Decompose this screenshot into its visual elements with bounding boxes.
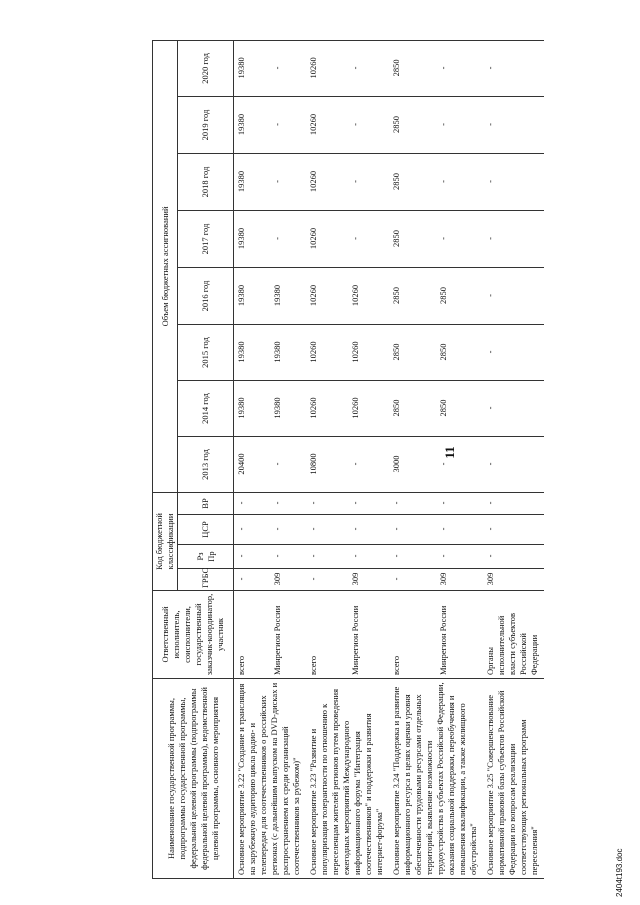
value-cell: 19380 bbox=[234, 153, 271, 210]
code-cell: - bbox=[389, 515, 436, 545]
value-cell: - bbox=[436, 436, 483, 492]
code-cell: 309 bbox=[270, 569, 306, 591]
value-cell: 2850 bbox=[389, 96, 436, 153]
value-cell: 10260 bbox=[348, 324, 390, 380]
value-cell: - bbox=[348, 210, 390, 267]
value-cell: - bbox=[270, 40, 306, 96]
value-cell: 19380 bbox=[234, 40, 271, 96]
value-cell: 10260 bbox=[348, 380, 390, 436]
value-cell: 2850 bbox=[436, 324, 483, 380]
table-row bbox=[306, 40, 348, 878]
code-cell: - bbox=[389, 545, 436, 569]
header-year: 2018 год bbox=[178, 153, 234, 210]
value-cell: 2850 bbox=[389, 210, 436, 267]
code-cell: - bbox=[348, 515, 390, 545]
executor-cell: Органы исполнительной власти субъектов Российской Федерации bbox=[483, 591, 544, 679]
value-cell: - bbox=[483, 210, 544, 267]
value-cell: 19380 bbox=[270, 267, 306, 324]
executor-cell: всего bbox=[306, 591, 348, 679]
code-cell: - bbox=[348, 492, 390, 514]
value-cell: - bbox=[270, 96, 306, 153]
value-cell: 10260 bbox=[348, 267, 390, 324]
value-cell: - bbox=[270, 210, 306, 267]
value-cell: 19380 bbox=[270, 324, 306, 380]
value-cell: - bbox=[436, 210, 483, 267]
header-year: 2017 год bbox=[178, 210, 234, 267]
activity-name: Основное мероприятие 3.22 "Создание и трансляция на зарубежную аудиторию цикла радио- и телепередач для соотечественников о российских регионах (с дальнейшим выпуском на DVD-дисках и распространением их среди организаций соотечественников за рубежом)" bbox=[234, 679, 307, 879]
value-cell: - bbox=[483, 324, 544, 380]
value-cell: 2850 bbox=[389, 380, 436, 436]
code-cell: - bbox=[483, 492, 544, 514]
code-cell: - bbox=[389, 492, 436, 514]
code-cell: - bbox=[436, 545, 483, 569]
value-cell: 20400 bbox=[234, 436, 271, 492]
code-cell: 309 bbox=[436, 569, 483, 591]
header-year: 2019 год bbox=[178, 96, 234, 153]
header-code-group: Код бюджетной классификации bbox=[153, 492, 178, 590]
header-year: 2020 год bbox=[178, 40, 234, 96]
value-cell: 3000 bbox=[389, 436, 436, 492]
activity-name: Основное мероприятие 3.23 "Развитие и популяризация толерантности по отношению к переселенцам жителей регионов путем проведения ежегодных мероприятий Международного информационного форума "Интеграция соотечественников" и поддержки и развития интернет-форума" bbox=[306, 679, 389, 879]
value-cell: 19380 bbox=[234, 324, 271, 380]
value-cell: - bbox=[348, 153, 390, 210]
header-year: 2016 год bbox=[178, 267, 234, 324]
value-cell: - bbox=[483, 40, 544, 96]
header-code: ВР bbox=[178, 492, 234, 514]
table-row bbox=[389, 40, 436, 878]
value-cell: 2850 bbox=[389, 267, 436, 324]
value-cell: 2850 bbox=[389, 40, 436, 96]
executor-cell: Минрегион России bbox=[436, 591, 483, 679]
header-funds-group: Объем бюджетных ассигнований bbox=[153, 40, 178, 492]
header-code: Рз Пр bbox=[178, 545, 234, 569]
value-cell: 10260 bbox=[306, 153, 348, 210]
code-cell: - bbox=[234, 569, 271, 591]
value-cell: 19380 bbox=[270, 380, 306, 436]
header-executor: Ответственный исполнитель, соисполнители, государственный заказчик-координатор, участник bbox=[153, 591, 234, 679]
activity-name: Основное мероприятие 3.24 "Поддержка и развитие информационного ресурса в целях оценки уровня обеспеченности трудовыми ресурсами отдельных территорий, выявление возможности трудоустройства в субъектах Российской Федерации, оказания социальной поддержки, переобучения и повышения квалификации, а также жилищного обустройства" bbox=[389, 679, 483, 879]
value-cell: - bbox=[436, 96, 483, 153]
value-cell: - bbox=[436, 40, 483, 96]
value-cell: - bbox=[270, 436, 306, 492]
executor-cell: Минрегион России bbox=[348, 591, 390, 679]
value-cell: 10260 bbox=[306, 96, 348, 153]
page-number: 11 bbox=[442, 446, 457, 459]
value-cell: 19380 bbox=[234, 267, 271, 324]
value-cell: - bbox=[483, 267, 544, 324]
code-cell: - bbox=[306, 545, 348, 569]
code-cell: - bbox=[270, 545, 306, 569]
table-row bbox=[483, 40, 544, 878]
code-cell: - bbox=[270, 492, 306, 514]
header-year: 2015 год bbox=[178, 324, 234, 380]
code-cell: - bbox=[234, 492, 271, 514]
activity-name: Основное мероприятие 3.25 "Совершенствование нормативной правовой базы субъектов Российской Федерации по вопросам реализации соответствующих региональных программ переселения" bbox=[483, 679, 544, 879]
code-cell: - bbox=[306, 515, 348, 545]
value-cell: - bbox=[436, 153, 483, 210]
code-cell: - bbox=[306, 569, 348, 591]
code-cell: - bbox=[234, 515, 271, 545]
header-year: 2013 год bbox=[178, 436, 234, 492]
value-cell: 10260 bbox=[306, 380, 348, 436]
header-name: Наименование государственной программы, подпрограммы государственной программы, федеральной целевой программы (подпрограммы федеральной целевой программы), ведомственной целевой программы, основного мероприятия bbox=[153, 679, 234, 879]
value-cell: - bbox=[348, 436, 390, 492]
code-cell: - bbox=[348, 545, 390, 569]
value-cell: - bbox=[483, 96, 544, 153]
header-code: ЦСР bbox=[178, 515, 234, 545]
value-cell: 19380 bbox=[234, 96, 271, 153]
executor-cell: всего bbox=[389, 591, 436, 679]
executor-cell: всего bbox=[234, 591, 271, 679]
value-cell: 10260 bbox=[306, 40, 348, 96]
code-cell: 309 bbox=[348, 569, 390, 591]
value-cell: 2850 bbox=[436, 380, 483, 436]
value-cell: 2850 bbox=[389, 324, 436, 380]
budget-table bbox=[152, 40, 544, 879]
value-cell: 2850 bbox=[389, 153, 436, 210]
value-cell: 2850 bbox=[436, 267, 483, 324]
header-year: 2014 год bbox=[178, 380, 234, 436]
code-cell: - bbox=[436, 492, 483, 514]
code-cell: 309 bbox=[483, 569, 544, 591]
value-cell: - bbox=[348, 40, 390, 96]
value-cell: 10260 bbox=[306, 324, 348, 380]
value-cell: 10260 bbox=[306, 267, 348, 324]
value-cell: - bbox=[483, 153, 544, 210]
code-cell: - bbox=[234, 545, 271, 569]
value-cell: - bbox=[348, 96, 390, 153]
code-cell: - bbox=[306, 492, 348, 514]
value-cell: 19380 bbox=[234, 210, 271, 267]
value-cell: - bbox=[270, 153, 306, 210]
table-row bbox=[234, 40, 271, 878]
code-cell: - bbox=[483, 515, 544, 545]
value-cell: 19380 bbox=[234, 380, 271, 436]
code-cell: - bbox=[436, 515, 483, 545]
code-cell: - bbox=[483, 545, 544, 569]
value-cell: - bbox=[483, 436, 544, 492]
footer-filename: 2404t193.doc bbox=[615, 848, 624, 897]
executor-cell: Минрегион России bbox=[270, 591, 306, 679]
value-cell: 10800 bbox=[306, 436, 348, 492]
code-cell: - bbox=[389, 569, 436, 591]
value-cell: 10260 bbox=[306, 210, 348, 267]
code-cell: - bbox=[270, 515, 306, 545]
header-code: ГРБС bbox=[178, 569, 234, 591]
value-cell: - bbox=[483, 380, 544, 436]
